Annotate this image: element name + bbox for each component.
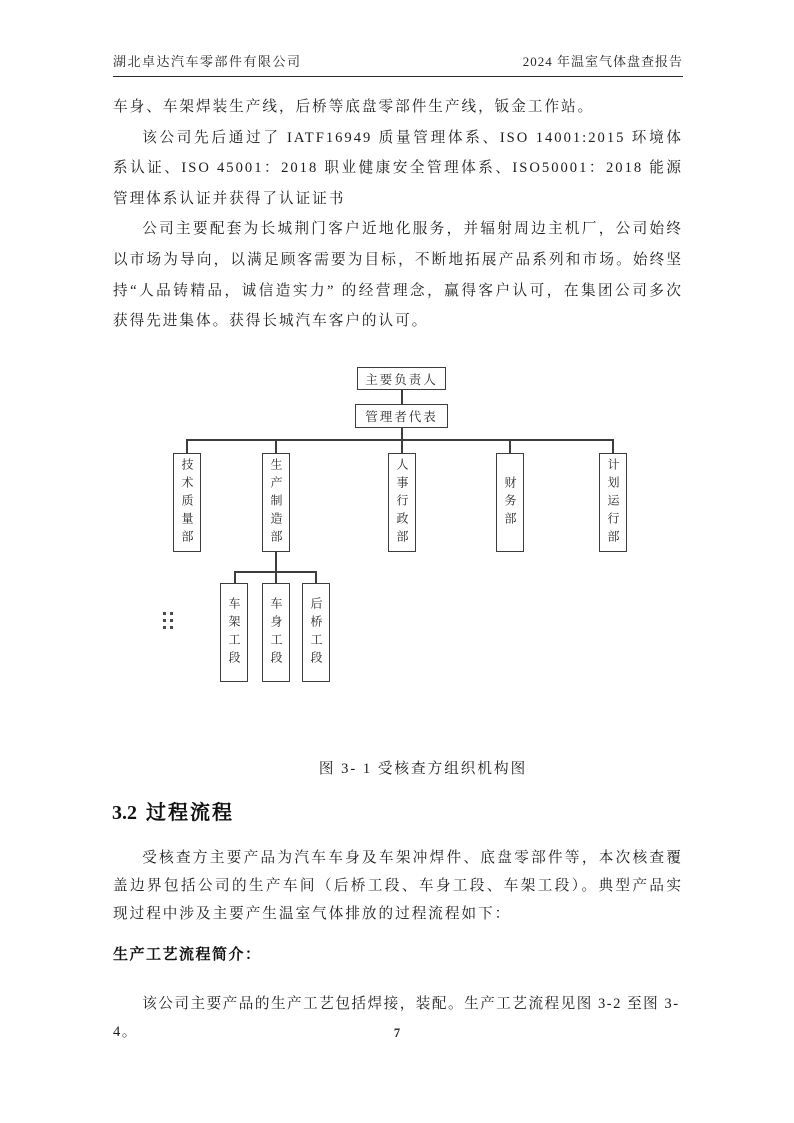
paragraph-scope: 受核查方主要产品为汽车车身及车架冲焊件、底盘零部件等，本次核查覆盖边界包括公司的生产车间（后桥工段、车身工段、车架工段）。典型产品实现过程中涉及主要产生温室气体排放的过程流程如下： [113, 850, 683, 922]
org-node-department: 计划运行部 [599, 453, 627, 552]
org-node-department: 生产制造部 [262, 453, 290, 552]
header-report-title: 2024 年温室气体盘查报告 [522, 54, 683, 69]
org-node-department: 财务部 [496, 453, 524, 552]
connector-line [275, 571, 277, 583]
connector-line [275, 552, 277, 571]
body-text [113, 92, 683, 337]
org-node-root: 主要负责人 [357, 367, 446, 390]
page-number: 7 [393, 1026, 401, 1040]
paragraph-certifications: 该公司先后通过了 IATF16949 质量管理体系、ISO 14001:2015 环境体系认证、ISO 45001：2018 职业健康安全管理体系、ISO50001：2018 能源管理体系认证并获得了认证证书 [113, 129, 683, 207]
process-intro-subheading: 生产工艺流程简介： [113, 947, 262, 963]
paragraph-market: 公司主要配套为长城荆门客户近地化服务，并辐射周边主机厂，公司始终以市场为导向，以满足顾客需要为目标，不断地拓展产品系列和市场。始终坚持“人品铸精品，诚信造实力” 的经营理念，赢得客户认可，在集团公司多次获得先进集体。获得长城汽车客户的认可。 [113, 221, 683, 330]
connector-line [401, 390, 403, 404]
connector-line [612, 439, 614, 453]
section-heading [112, 796, 234, 825]
section-heading-number: 3.2 [112, 802, 137, 824]
org-node-department: 人事行政部 [388, 453, 416, 552]
paragraph-process: 该公司主要产品的生产工艺包括焊接，装配。生产工艺流程见图 3-2 至图 3-4。 [113, 996, 680, 1040]
page-header [113, 0, 683, 77]
connector-line [275, 439, 277, 453]
header-company-name: 湖北卓达汽车零部件有限公司 [113, 54, 302, 69]
connector-line [315, 571, 317, 583]
connector-line [401, 428, 403, 440]
org-node-section: 后桥工段 [302, 583, 330, 682]
connector-line [509, 439, 511, 453]
org-node-section: 车身工段 [262, 583, 290, 682]
object-anchor-dots-icon [163, 612, 166, 615]
figure-caption: 图 3- 1 受核查方组织机构图 [318, 761, 528, 777]
org-node-section: 车架工段 [220, 583, 248, 682]
connector-line [234, 571, 317, 573]
connector-line [186, 439, 188, 453]
connector-line [401, 439, 403, 453]
section-heading-title: 过程流程 [146, 802, 234, 824]
connector-line [186, 439, 614, 441]
section-text [113, 844, 683, 928]
paragraph-production-lines: 车身、车架焊装生产线，后桥等底盘零部件生产线，钣金工作站。 [113, 99, 595, 115]
org-node-representative: 管理者代表 [355, 404, 448, 428]
org-node-department: 技术质量部 [173, 453, 201, 552]
connector-line [234, 571, 236, 583]
